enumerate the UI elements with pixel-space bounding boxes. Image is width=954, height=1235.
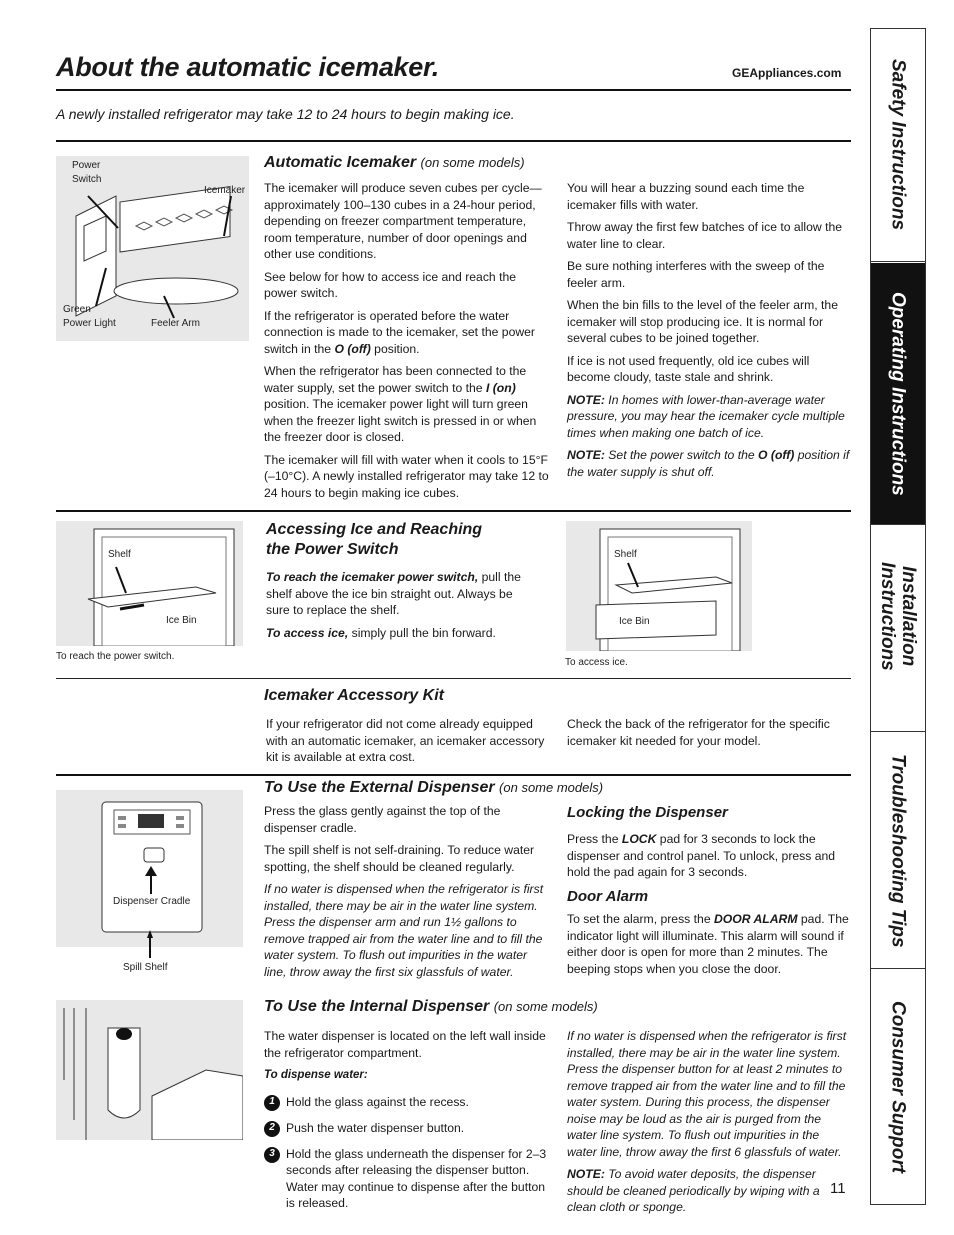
fig-label-icemaker: Icemaker [204, 185, 246, 196]
header-rule [56, 89, 851, 91]
fig1-caption: To reach the power switch. [56, 651, 175, 662]
fig-label-power-light: Power Light [63, 318, 116, 329]
fig-label-green: Green [63, 304, 91, 315]
internal-dispenser-illustration [56, 1000, 243, 1140]
kit-left-text: If your refrigerator did not come already equipped with an automatic icemaker, an icemaker accessory kit is available at extra cost. [266, 717, 545, 764]
page-title: About the automatic icemaker. [56, 52, 439, 82]
internal-heading: To Use the Internal Dispenser (on some models) [264, 998, 598, 1015]
reach-switch-figure [56, 521, 243, 646]
fig-label-feeler: Feeler Arm [151, 318, 200, 329]
access-ice-figure [566, 521, 752, 651]
external-left-column: Press the glass gently against the top of the dispenser cradle. The spill shelf is not self-draining. To reduce water spotting, the shelf should be cleaned regularly. If no water is dispensed when the refrigerator is first installed, there may be air in the water line system. Press the dispenser arm and run 1½ gallons to remove trapped air from the water line and to fill the water system. To flush out impurities in the water line, throw away the first six glassfuls of water. [264, 804, 544, 979]
internal-dispenser-figure [56, 1000, 243, 1140]
accessing-text: To reach the icemaker power switch, pull the shelf above the ice bin straight out. Always be sure to replace the shelf. To access ice, simply pull the bin forward. [266, 570, 521, 640]
ice-bin-illustration [566, 521, 752, 651]
fig2-shelf-label: Shelf [614, 549, 637, 560]
fig-label-cradle: Dispenser Cradle [113, 896, 191, 907]
kit-heading: Icemaker Accessory Kit [264, 687, 444, 704]
section-rule [56, 140, 851, 142]
alarm-text: To set the alarm, press the DOOR ALARM pad. The indicator light will illuminate. This alarm will sound if either door is open for more than 2 minutes. The beeping stops when you close the door. [567, 912, 849, 976]
tab-safety-instructions[interactable]: Safety Instructions [871, 29, 925, 262]
section-rule [56, 774, 851, 776]
accessing-heading: Accessing Ice and Reaching the Power Switch [266, 521, 483, 558]
icemaker-heading: Automatic Icemaker (on some models) [264, 154, 525, 171]
fig2-caption: To access ice. [565, 657, 628, 668]
locking-text: Press the LOCK pad for 3 seconds to lock the dispenser and control panel. To unlock, press and hold the pad again for 3 seconds. [567, 832, 836, 879]
external-dispenser-figure [56, 790, 243, 947]
fig-label-power: Power [72, 160, 101, 171]
step-3: 3 Hold the glass underneath the dispenser for 2–3 seconds after releasing the dispenser button. Water may continue to dispense after the button is released. [264, 1146, 549, 1212]
internal-left-column: The water dispenser is located on the left wall inside the refrigerator compartment. To dispense water: 1 Hold the glass against the recess. 2 Push the water dispenser button. 3 Hold the glass underneath the dispenser for 2–3 seconds after releasing the dispenser button. Water may continue to dispense after the button is released. [264, 1028, 549, 1221]
icemaker-left-column: The icemaker will produce seven cubes per cycle—approximately 100–130 cubes in a 24-hour period, depending on freezer compartment temperature, room temperature, number of door openings and other use conditions. See below for how to access ice and reach the power switch. If the refrigerator is operated before the water connection is made to the icemaker, set the power switch in the O (off) position. When the refrigerator has been connected to the water supply, set the power switch to the I (on) position. The icemaker power light will turn green when the freezer light switch is pressed in or when the freezer door is closed. The icemaker will fill with water when it cools to 15°F (–10°C). A newly installed refrigerator may take 12 to 24 hours to begin making ice cubes. [264, 181, 549, 500]
tab-operating-instructions[interactable]: Operating Instructions [871, 263, 925, 525]
icemaker-right-column: You will hear a buzzing sound each time the icemaker fills with water. Throw away the first few batches of ice to allow the water line to clear. Be sure nothing interferes with the sweep of the feeler arm. When the bin fills to the level of the feeler arm, the icemaker will stop producing ice. It is normal for several cubes to be joined together. If ice is not used frequently, old ice cubes will become cloudy, taste stale and shrink. NOTE: In homes with lower-than-average water pressure, you may hear the icemaker cycle multiple times when making one batch of ice. NOTE: Set the power switch to the O (off) position if the water supply is shut off. [567, 181, 850, 479]
page-number: 11 [830, 1180, 846, 1197]
fig2-bin-label: Ice Bin [619, 616, 650, 627]
kit-right-text: Check the back of the refrigerator for the specific icemaker kit needed for your model. [567, 717, 830, 748]
alarm-heading: Door Alarm [567, 888, 649, 905]
spill-shelf-arrow [147, 930, 153, 958]
shelf-illustration [56, 521, 243, 646]
locking-heading: Locking the Dispenser [567, 804, 728, 821]
site-url: GEAppliances.com [732, 66, 842, 80]
fig1-bin-label: Ice Bin [166, 615, 197, 626]
subtitle: A newly installed refrigerator may take 12 to 24 hours to begin making ice. [56, 106, 515, 122]
section-rule [56, 678, 851, 679]
tab-consumer-support[interactable]: Consumer Support [887, 1000, 909, 1174]
tab-troubleshooting-tips[interactable]: Troubleshooting Tips [871, 733, 925, 969]
internal-right-column: If no water is dispensed when the refrigerator is first installed, there may be air in the water line system. Press the dispenser button for at least 2 minutes to remove trapped air from the water line and to fill the water system. During this process, the dispenser noise may be loud as the air is purged from the water line system. To flush out impurities in the water line, throw away the first 6 glassfuls of water. NOTE: To avoid water deposits, the dispenser should be cleaned periodically by wiping with a clean cloth or sponge. [567, 1029, 847, 1214]
external-heading: To Use the External Dispenser (on some models) [264, 779, 604, 796]
section-rule [56, 510, 851, 512]
step-1: 1 Hold the glass against the recess. [264, 1094, 549, 1111]
fig1-shelf-label: Shelf [108, 549, 131, 560]
fig-label-switch: Switch [72, 174, 102, 185]
step-2: 2 Push the water dispenser button. [264, 1120, 549, 1137]
fig-label-spill: Spill Shelf [123, 962, 168, 973]
tab-installation-instructions[interactable]: Installation Instructions [871, 502, 925, 732]
side-tabs [870, 28, 926, 1205]
dispenser-illustration [56, 790, 243, 947]
